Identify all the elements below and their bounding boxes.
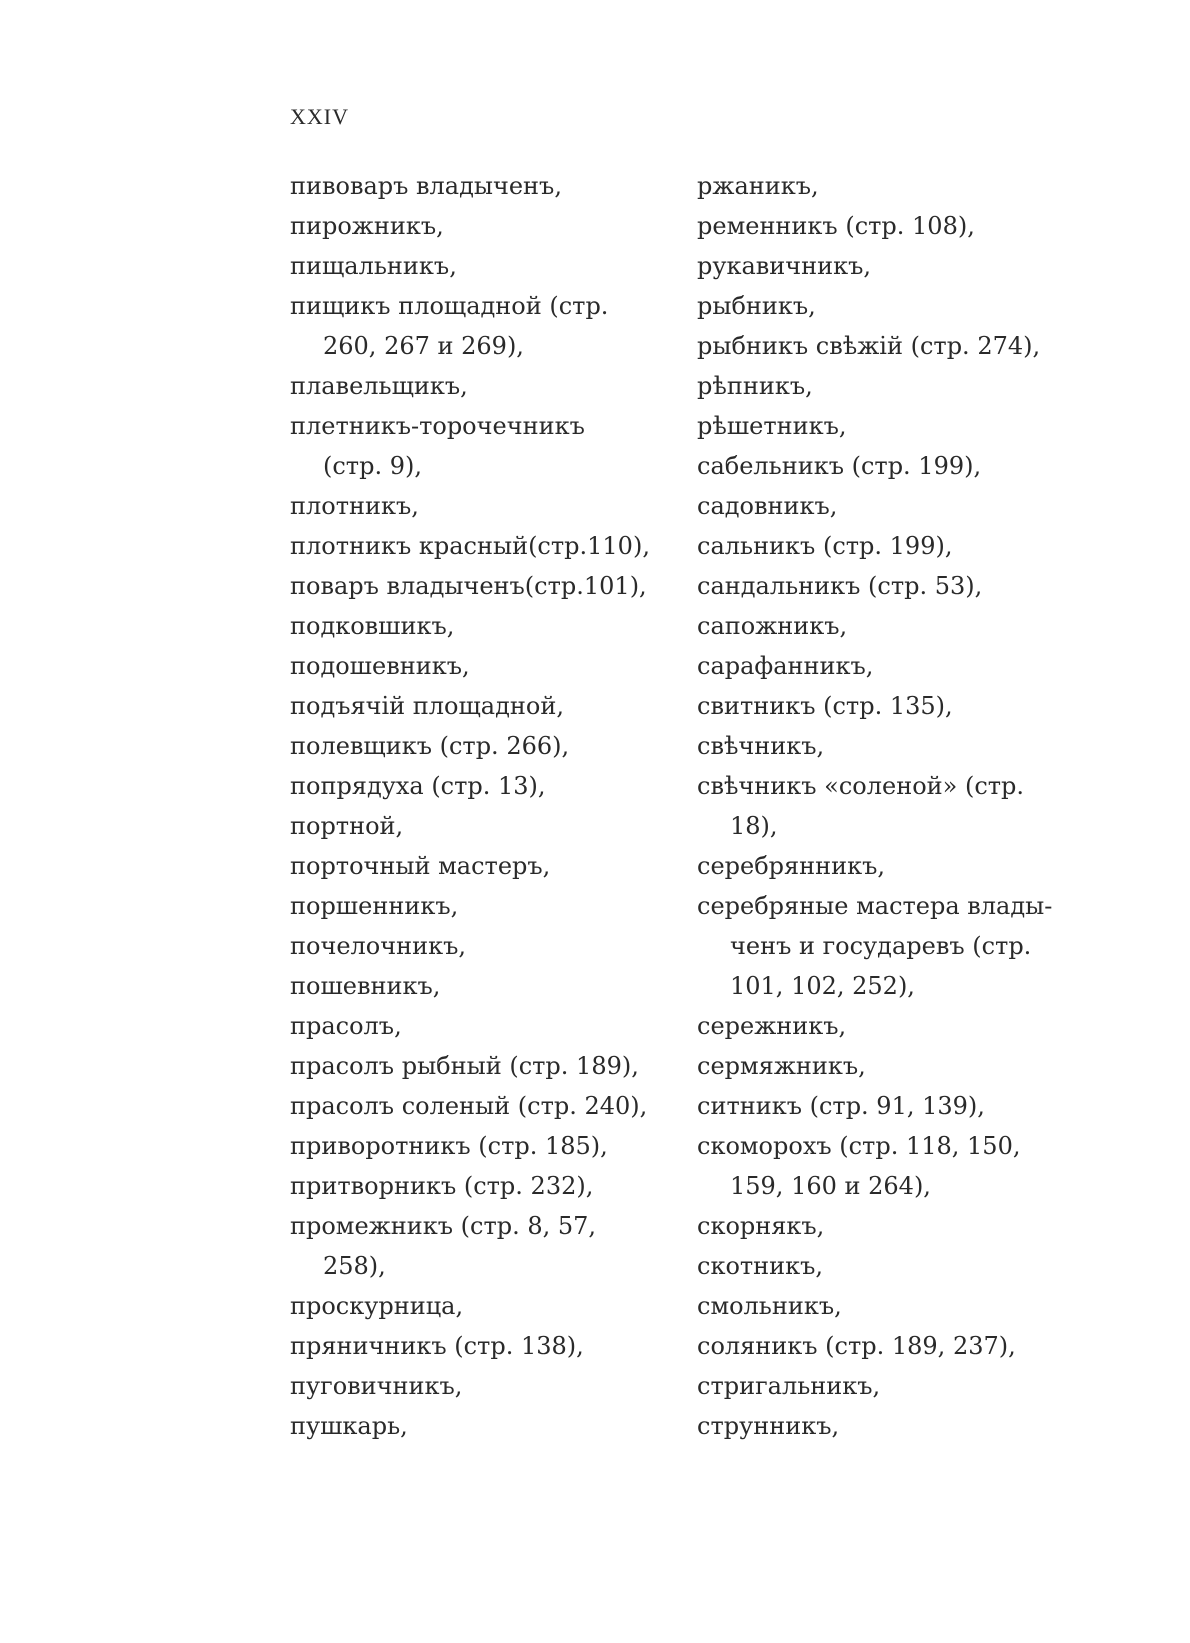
entry-line: полевщикъ (стр. 266), bbox=[290, 732, 570, 760]
entry-line: проскурница, bbox=[290, 1292, 464, 1320]
entry-line: сабельникъ (стр. 199), bbox=[697, 452, 982, 480]
entry-line: подковшикъ, bbox=[290, 612, 455, 640]
entry-line: сережникъ, bbox=[697, 1012, 847, 1040]
entry-line: пищикъ площадной (стр. bbox=[290, 292, 609, 320]
entry-line: сапожникъ, bbox=[697, 612, 848, 640]
entry-line: свѣчникъ «соленой» (стр. bbox=[697, 772, 1025, 800]
entry-continuation-line: 258), bbox=[323, 1252, 386, 1280]
entry-line: пряничникъ (стр. 138), bbox=[290, 1332, 584, 1360]
entry-continuation-line: (стр. 9), bbox=[323, 452, 422, 480]
entry-line: пищальникъ, bbox=[290, 252, 457, 280]
entry-line: ситникъ (стр. 91, 139), bbox=[697, 1092, 985, 1120]
entry-line: пирожникъ, bbox=[290, 212, 444, 240]
entry-line: рѣшетникъ, bbox=[697, 412, 847, 440]
entry-line: сермяжникъ, bbox=[697, 1052, 866, 1080]
entry-line: порточный мастеръ, bbox=[290, 852, 551, 880]
entry-line: прасолъ рыбный (стр. 189), bbox=[290, 1052, 639, 1080]
entry-line: подъячій площадной, bbox=[290, 692, 564, 720]
entry-line: стригальникъ, bbox=[697, 1372, 881, 1400]
entry-line: плавельщикъ, bbox=[290, 372, 468, 400]
entry-line: поршенникъ, bbox=[290, 892, 459, 920]
entry-continuation-line: ченъ и государевъ (стр. bbox=[730, 932, 1032, 960]
page-number: XXIV bbox=[290, 104, 349, 129]
entry-line: ржаникъ, bbox=[697, 172, 819, 200]
entry-line: промежникъ (стр. 8, 57, bbox=[290, 1212, 597, 1240]
right-column bbox=[697, 166, 1077, 1446]
entry-line: свѣчникъ, bbox=[697, 732, 825, 760]
entry-line: серебряные мастера влады- bbox=[697, 892, 1053, 920]
entry-line: скорнякъ, bbox=[697, 1212, 825, 1240]
entry-line: прасолъ соленый (стр. 240), bbox=[290, 1092, 648, 1120]
entry-continuation-line: 18), bbox=[730, 812, 778, 840]
entry-line: почелочникъ, bbox=[290, 932, 466, 960]
entry-line: пуговичникъ, bbox=[290, 1372, 463, 1400]
left-column bbox=[290, 166, 670, 1446]
entry-line: пушкарь, bbox=[290, 1412, 408, 1440]
entry-line: поваръ владыченъ(стр.101), bbox=[290, 572, 647, 600]
entry-line: соляникъ (стр. 189, 237), bbox=[697, 1332, 1016, 1360]
entry-line: пивоваръ владыченъ, bbox=[290, 172, 562, 200]
entry-line: сандальникъ (стр. 53), bbox=[697, 572, 983, 600]
entry-line: притворникъ (стр. 232), bbox=[290, 1172, 594, 1200]
entry-line: плотникъ красный(стр.110), bbox=[290, 532, 650, 560]
entry-line: прасолъ, bbox=[290, 1012, 402, 1040]
entry-line: приворотникъ (стр. 185), bbox=[290, 1132, 608, 1160]
entry-line: попрядуха (стр. 13), bbox=[290, 772, 546, 800]
entry-line: рѣпникъ, bbox=[697, 372, 813, 400]
entry-line: плотникъ, bbox=[290, 492, 419, 520]
entry-line: рыбникъ, bbox=[697, 292, 816, 320]
entry-line: пошевникъ, bbox=[290, 972, 441, 1000]
entry-line: сарафанникъ, bbox=[697, 652, 874, 680]
entry-continuation-line: 159, 160 и 264), bbox=[730, 1172, 931, 1200]
entry-line: рыбникъ свѣжій (стр. 274), bbox=[697, 332, 1041, 360]
entry-continuation-line: 260, 267 и 269), bbox=[323, 332, 524, 360]
entry-line: сальникъ (стр. 199), bbox=[697, 532, 953, 560]
entry-continuation-line: 101, 102, 252), bbox=[730, 972, 915, 1000]
entry-line: ременникъ (стр. 108), bbox=[697, 212, 975, 240]
entry-line: свитникъ (стр. 135), bbox=[697, 692, 953, 720]
entry-line: подошевникъ, bbox=[290, 652, 470, 680]
entry-line: садовникъ, bbox=[697, 492, 838, 520]
entry-line: скоморохъ (стр. 118, 150, bbox=[697, 1132, 1021, 1160]
entry-line: смольникъ, bbox=[697, 1292, 842, 1320]
entry-line: струнникъ, bbox=[697, 1412, 840, 1440]
entry-line: серебрянникъ, bbox=[697, 852, 886, 880]
entry-line: скотникъ, bbox=[697, 1252, 824, 1280]
entry-line: плетникъ-торочечникъ bbox=[290, 412, 585, 440]
entry-line: портной, bbox=[290, 812, 404, 840]
entry-line: рукавичникъ, bbox=[697, 252, 872, 280]
